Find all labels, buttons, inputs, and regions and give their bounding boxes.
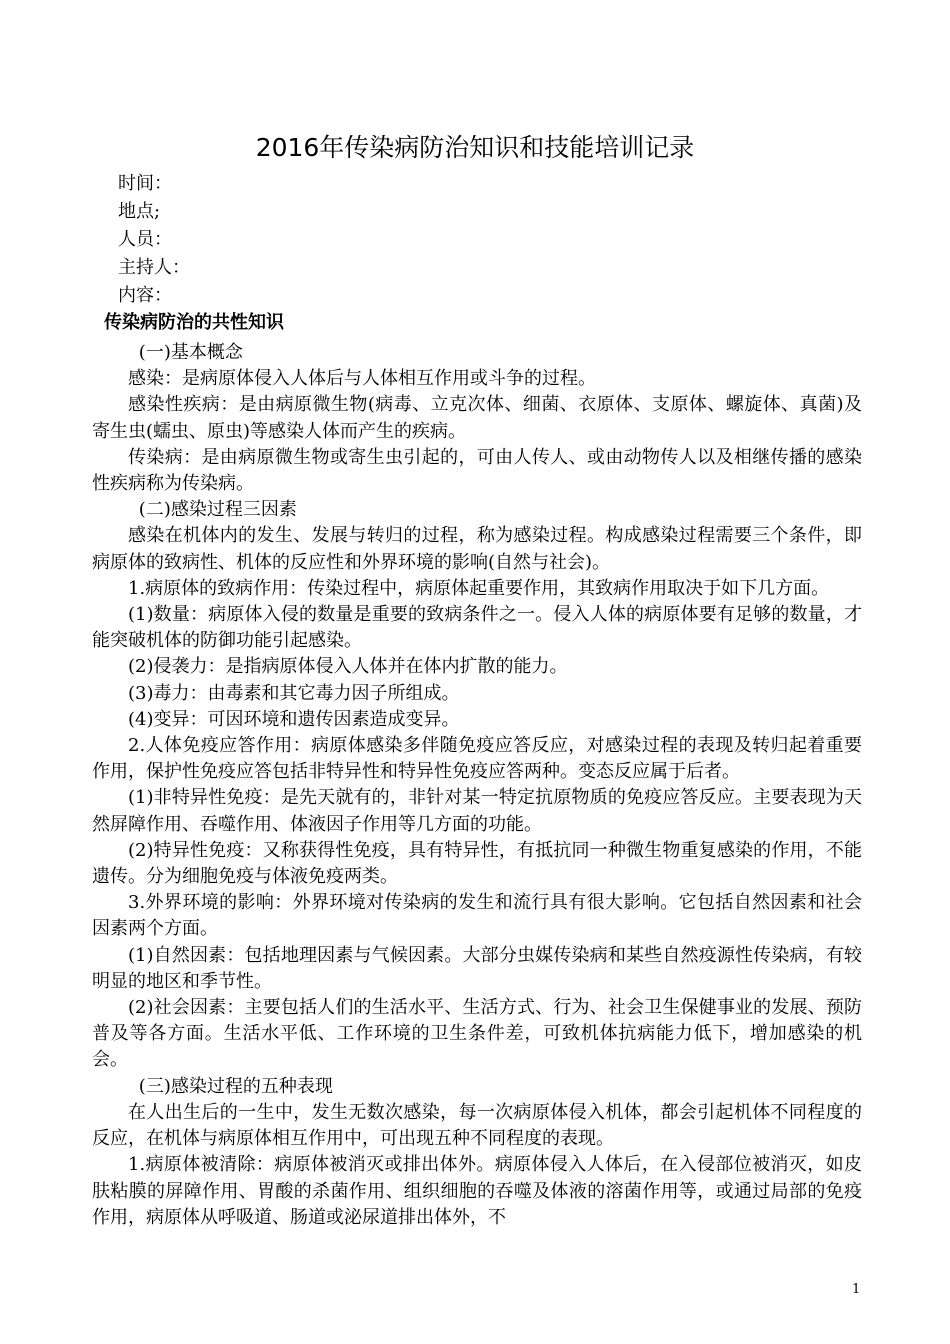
document-title: 2016年传染病防治知识和技能培训记录: [255, 133, 695, 162]
page-number: 1: [852, 1282, 861, 1297]
paragraph: (4)变异：可因环境和遗传因素造成变异。: [128, 708, 460, 730]
meta-place: 地点;: [118, 201, 161, 222]
paragraph: (1)非特异性免疫：是先天就有的，非针对某一特定抗原物质的免疫应答反应。主要表现为天然屏障作用、吞噬作用、体液因子作用等几方面的功能。: [92, 787, 862, 835]
paragraph: (2)侵袭力：是指病原体侵入人体并在体内扩散的能力。: [128, 656, 568, 678]
paragraph: 感染性疾病：是由病原微生物(病毒、立克次体、细菌、衣原体、支原体、螺旋体、真菌)及寄生虫(蠕虫、原虫)等感染人体而产生的疾病。: [92, 394, 862, 442]
section-title: 传染病防治的共性知识: [104, 312, 284, 333]
body-text: [92, 340, 862, 1231]
paragraph: 传染病：是由病原微生物或寄生虫引起的，可由人传人、或由动物传人以及相继传播的感染性疾病称为传染病。: [92, 446, 862, 495]
paragraph: (3)毒力：由毒素和其它毒力因子所组成。: [128, 682, 460, 704]
paragraph: (2)社会因素：主要包括人们的生活水平、生活方式、行为、社会卫生保健事业的发展、预防普及等各方面。生活水平低、工作环境的卫生条件差，可致机体抗病能力低下，增加感染的机会。: [92, 997, 862, 1071]
subheading: (一)基本概念: [138, 342, 243, 363]
paragraph: 感染在机体内的发生、发展与转归的过程，称为感染过程。构成感染过程需要三个条件，即病原体的致病性、机体的反应性和外界环境的影响(自然与社会)。: [92, 525, 862, 573]
meta-block: [118, 170, 190, 310]
paragraph: 1.病原体被清除：病原体被消灭或排出体外。病原体侵入人体后，在入侵部位被消灭，如皮肤粘膜的屏障作用、胃酸的杀菌作用、组织细胞的吞噬及体液的溶菌作用等，或通过局部的免疫作用，病原体从呼吸道、肠道或泌尿道排出体外，不: [92, 1154, 862, 1228]
paragraph: (2)特异性免疫：又称获得性免疫，具有特异性，有抵抗同一种微生物重复感染的作用，不能遗传。分为细胞免疫与体液免疫两类。: [92, 839, 862, 888]
paragraph: 3.外界环境的影响：外界环境对传染病的发生和流行具有很大影响。它包括自然因素和社会因素两个方面。: [92, 892, 862, 940]
paragraph: 感染：是病原体侵入人体后与人体相互作用或斗争的过程。: [128, 368, 596, 390]
paragraph: 在人出生后的一生中，发生无数次感染，每一次病原体侵入机体，都会引起机体不同程度的反应，在机体与病原体相互作用中，可出现五种不同程度的表现。: [92, 1101, 862, 1150]
paragraph: 1.病原体的致病作用：传染过程中，病原体起重要作用，其致病作用取决于如下几方面。: [128, 577, 830, 599]
meta-content: 内容：: [118, 285, 172, 306]
subheading: (二)感染过程三因素: [138, 499, 297, 521]
paragraph: (1)自然因素：包括地理因素与气候因素。大部分虫媒传染病和某些自然疫源性传染病，有较明显的地区和季节性。: [92, 944, 862, 992]
paragraph: 2.人体免疫应答作用：病原体感染多伴随免疫应答反应，对感染过程的表现及转归起着重要作用，保护性免疫应答包括非特异性和特异性免疫应答两种。变态反应属于后者。: [92, 735, 862, 783]
meta-time: 时间：: [118, 173, 172, 194]
meta-people: 人员：: [118, 229, 172, 250]
subheading: (三)感染过程的五种表现: [138, 1075, 333, 1097]
paragraph: (1)数量：病原体入侵的数量是重要的致病条件之一。侵入人体的病原体要有足够的数量，才能突破机体的防御功能引起感染。: [92, 604, 862, 652]
meta-host: 主持人：: [118, 257, 190, 278]
